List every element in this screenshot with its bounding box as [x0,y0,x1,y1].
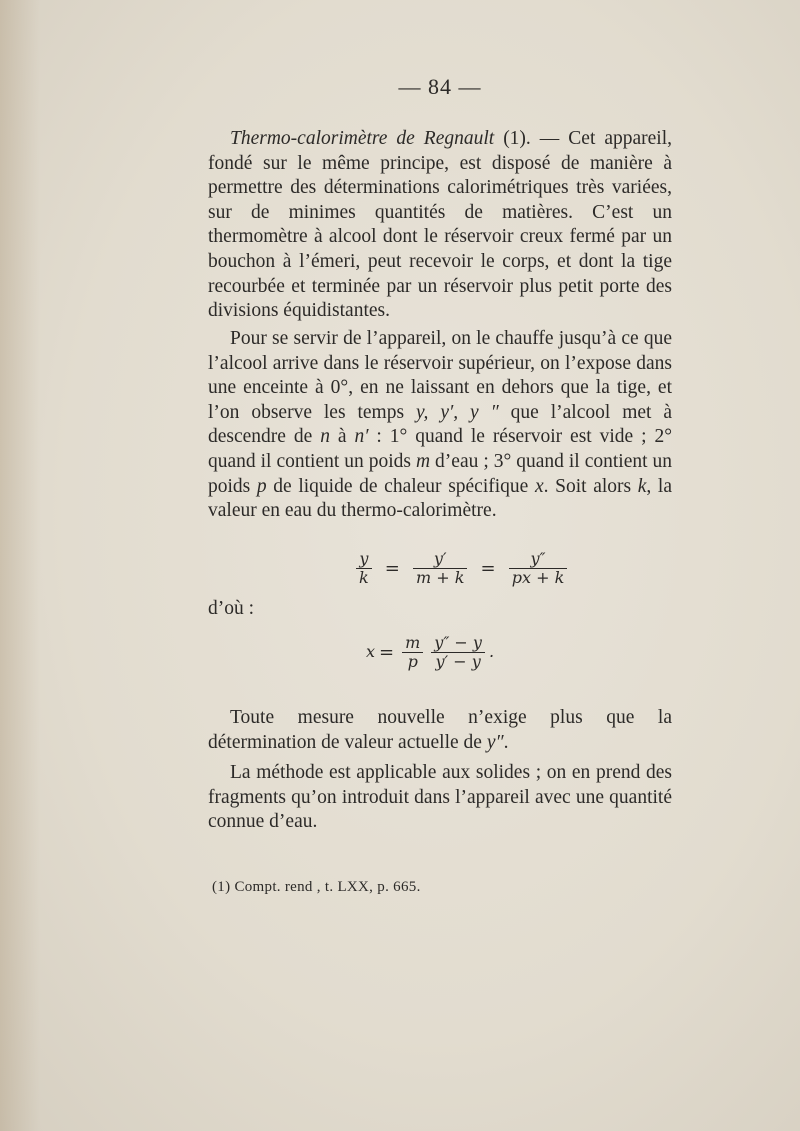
text-run: de liquide de chaleur spécifique [266,475,535,497]
numerator: y″ − y [431,634,485,653]
page-edge-shadow [0,0,40,1131]
text-run: Pour se servir de l’appareil, on le chauffe jusqu’à ce que l’alcool arrive dans le réservoir supérieur, on l’expose dans une enceinte à 0°, en ne laissant en dehors que la tige, et l’on observe les temps [208,328,672,423]
denominator: p [407,652,418,671]
paragraph-text: — Cet appareil, fondé sur le même principe, est disposé de manière à permettre des déterminations calorimétriques très variées, sur de minimes quantités de matières. C’est un thermomètre à alcool dont le réservoir creux fermé par un bouchon à l’émeri, peut recevoir le corps, et dont la tige recourbée et terminée par un réservoir plus petit porte des divisions équidistantes. [208,128,673,322]
fraction [431,634,485,671]
fraction [356,550,372,587]
paragraph-measurement [208,706,672,755]
footnote: (1) Compt. rend , t. LXX, p. 665. [212,879,421,895]
page-number: — 84 — [398,74,482,99]
text-run: . [503,731,509,753]
text-run: . Soit alors [543,475,638,497]
fraction [413,550,467,587]
fraction [402,634,423,671]
numerator: y [356,550,372,569]
text-run: : 1° quand le réservoir est vide ; 2° quand il contient un poids [208,426,673,472]
denominator: y′ − y [435,652,481,671]
math-var: m [415,450,431,472]
paragraph-text: La méthode est applicable aux solides ; on en prend des fragments qu’on introduit dans l’appareil avec une quantité connue d’eau. [208,762,672,833]
math-var: p [256,475,267,497]
paragraph-procedure [208,327,672,524]
denominator: m + k [415,568,465,587]
text-run: d’eau ; 3° quand il contient un poids [208,450,672,497]
equals-sign: = [480,558,496,579]
math-var: y″ [486,731,504,753]
period: . [488,642,495,661]
text-run: que l’alcool met à descendre de [208,401,673,448]
text-run: à [329,426,355,448]
equation-specific-heat [366,634,494,671]
equals-sign: = [384,558,400,579]
paragraph-solids [208,761,672,835]
fraction [509,550,568,587]
equals-sign: = [379,642,395,663]
math-var: x [366,642,376,661]
denominator: k [359,568,369,587]
math-var: k [637,475,647,497]
section-title: Thermo-calorimètre de Regnault [230,128,495,149]
dou-label: d’où : [208,598,255,619]
math-var: x [534,475,544,497]
numerator: y′ [413,550,467,569]
math-var: n′ [354,426,369,448]
denominator: px + k [511,568,565,587]
numerator: y″ [509,550,568,569]
math-var: y, y′, y ″ [415,401,499,423]
footnote-ref: (1). [503,128,531,149]
math-var: n [320,426,330,448]
numerator: m [402,634,423,653]
equation-ratio [352,550,571,587]
text-run: Toute mesure nouvelle n’exige plus que la détermination de valeur actuelle de [208,707,672,753]
text-run: , la valeur en eau du thermo-calorimètre. [208,475,672,522]
paragraph-thermo-calorimeter [208,127,672,324]
